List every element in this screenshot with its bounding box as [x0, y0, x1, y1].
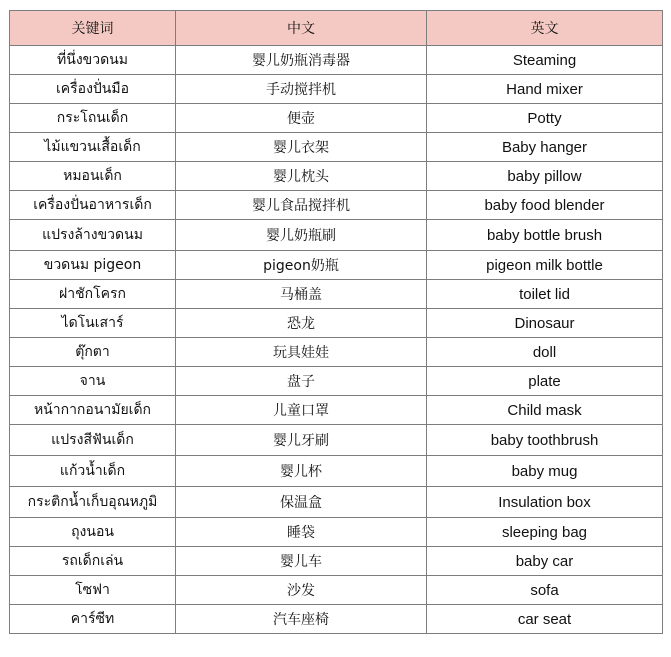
cell-chinese: 沙发	[176, 576, 427, 605]
cell-chinese: 恐龙	[176, 309, 427, 338]
table-row	[10, 487, 663, 518]
table-row	[10, 576, 663, 605]
table-row	[10, 425, 663, 456]
cell-english: baby food blender	[427, 191, 663, 220]
cell-english: baby pillow	[427, 162, 663, 191]
cell-english: Dinosaur	[427, 309, 663, 338]
table-row	[10, 338, 663, 367]
cell-thai-keyword: หมอนเด็ก	[10, 162, 176, 191]
cell-chinese: 马桶盖	[176, 280, 427, 309]
cell-thai-keyword: ขวดนม pigeon	[10, 251, 176, 280]
cell-chinese: 婴儿车	[176, 547, 427, 576]
table-row	[10, 191, 663, 220]
cell-english: car seat	[427, 605, 663, 634]
table-row	[10, 251, 663, 280]
cell-thai-keyword: เครื่องปั่นมือ	[10, 75, 176, 104]
table-body	[10, 46, 663, 634]
table-row	[10, 280, 663, 309]
cell-chinese: 婴儿奶瓶消毒器	[176, 46, 427, 75]
cell-chinese: 汽车座椅	[176, 605, 427, 634]
cell-english: baby toothbrush	[427, 425, 663, 456]
cell-thai-keyword: แปรงสีฟันเด็ก	[10, 425, 176, 456]
cell-thai-keyword: ฝาชักโครก	[10, 280, 176, 309]
table-row	[10, 162, 663, 191]
header-chinese: 中文	[176, 11, 427, 46]
cell-english: baby car	[427, 547, 663, 576]
cell-thai-keyword: คาร์ซีท	[10, 605, 176, 634]
cell-chinese: 玩具娃娃	[176, 338, 427, 367]
header-keyword: 关键词	[10, 11, 176, 46]
cell-english: doll	[427, 338, 663, 367]
cell-thai-keyword: ถุงนอน	[10, 518, 176, 547]
cell-english: Steaming	[427, 46, 663, 75]
cell-thai-keyword: แปรงล้างขวดนม	[10, 220, 176, 251]
table-row	[10, 396, 663, 425]
vocabulary-table	[9, 10, 663, 634]
cell-chinese: pigeon奶瓶	[176, 251, 427, 280]
cell-chinese: 便壶	[176, 104, 427, 133]
table-row	[10, 220, 663, 251]
table-header-row	[10, 11, 663, 46]
table-row	[10, 547, 663, 576]
cell-chinese: 婴儿食品搅拌机	[176, 191, 427, 220]
cell-english: sofa	[427, 576, 663, 605]
cell-thai-keyword: แก้วน้ำเด็ก	[10, 456, 176, 487]
table-row	[10, 104, 663, 133]
cell-english: Insulation box	[427, 487, 663, 518]
cell-english: plate	[427, 367, 663, 396]
cell-chinese: 婴儿枕头	[176, 162, 427, 191]
cell-english: pigeon milk bottle	[427, 251, 663, 280]
cell-chinese: 婴儿牙刷	[176, 425, 427, 456]
cell-english: Potty	[427, 104, 663, 133]
cell-english: Child mask	[427, 396, 663, 425]
cell-english: Baby hanger	[427, 133, 663, 162]
cell-thai-keyword: กระติกน้ำเก็บอุณหภูมิ	[10, 487, 176, 518]
cell-thai-keyword: กระโถนเด็ก	[10, 104, 176, 133]
cell-thai-keyword: จาน	[10, 367, 176, 396]
cell-chinese: 婴儿杯	[176, 456, 427, 487]
cell-thai-keyword: รถเด็กเล่น	[10, 547, 176, 576]
cell-chinese: 保温盒	[176, 487, 427, 518]
cell-thai-keyword: หน้ากากอนามัยเด็ก	[10, 396, 176, 425]
cell-chinese: 睡袋	[176, 518, 427, 547]
cell-thai-keyword: ตุ๊กตา	[10, 338, 176, 367]
table-row	[10, 75, 663, 104]
cell-chinese: 儿童口罩	[176, 396, 427, 425]
table-row	[10, 309, 663, 338]
table-row	[10, 605, 663, 634]
cell-english: Hand mixer	[427, 75, 663, 104]
cell-chinese: 婴儿奶瓶刷	[176, 220, 427, 251]
table-row	[10, 518, 663, 547]
cell-thai-keyword: ไม้แขวนเสื้อเด็ก	[10, 133, 176, 162]
cell-thai-keyword: เครื่องปั่นอาหารเด็ก	[10, 191, 176, 220]
cell-thai-keyword: ไดโนเสาร์	[10, 309, 176, 338]
cell-english: baby mug	[427, 456, 663, 487]
cell-chinese: 手动搅拌机	[176, 75, 427, 104]
cell-chinese: 婴儿衣架	[176, 133, 427, 162]
cell-thai-keyword: โซฟา	[10, 576, 176, 605]
table-row	[10, 456, 663, 487]
cell-thai-keyword: ที่นึ่งขวดนม	[10, 46, 176, 75]
table-row	[10, 367, 663, 396]
vocabulary-table-container	[9, 10, 662, 634]
table-row	[10, 46, 663, 75]
cell-english: toilet lid	[427, 280, 663, 309]
table-row	[10, 133, 663, 162]
cell-english: sleeping bag	[427, 518, 663, 547]
cell-chinese: 盘子	[176, 367, 427, 396]
cell-english: baby bottle brush	[427, 220, 663, 251]
header-english: 英文	[427, 11, 663, 46]
